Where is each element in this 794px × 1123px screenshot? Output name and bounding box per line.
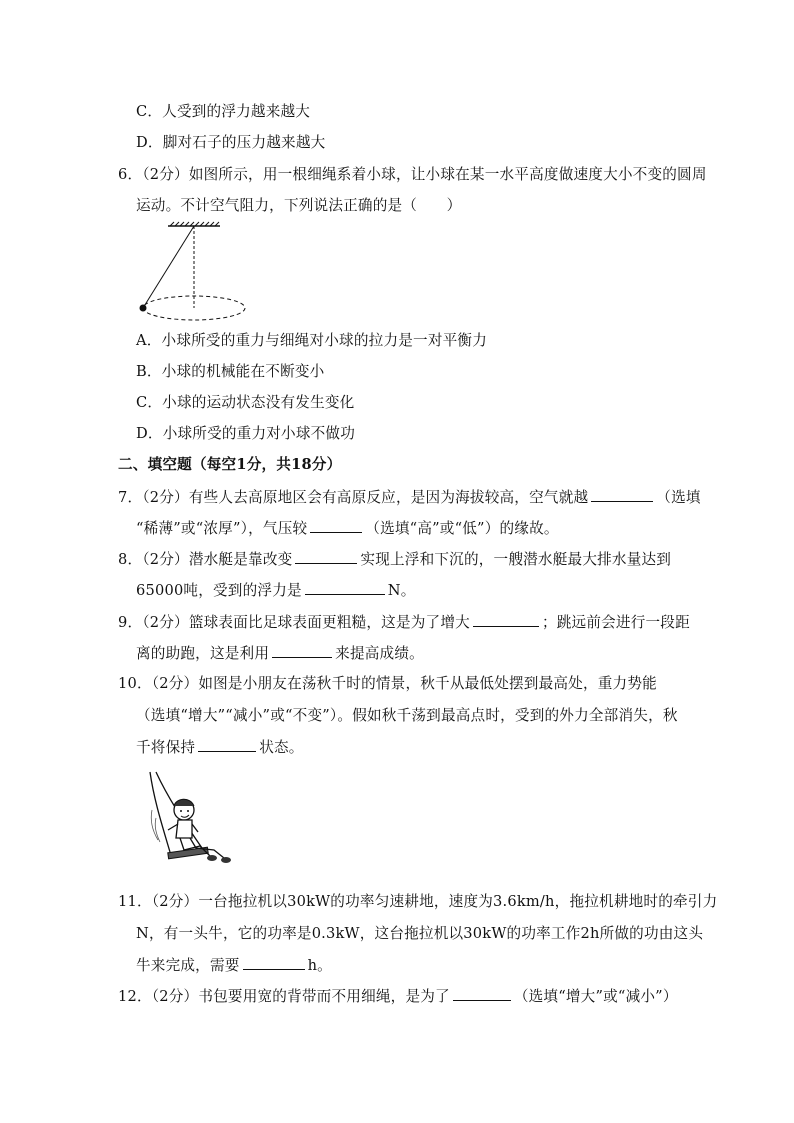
q9-text-a: 9．（2分）篮球表面比足球表面更粗糙，这是为了增大	[118, 614, 470, 631]
question-9-line2	[136, 643, 424, 664]
swing-child-figure	[140, 770, 235, 870]
option-c-q6: C．小球的运动状态没有发生变化	[136, 394, 355, 411]
question-8-line2	[136, 580, 416, 601]
blank	[295, 549, 357, 564]
q12-text-b: （选填“增大”或“减小”）	[513, 988, 678, 1005]
blank	[305, 580, 385, 595]
q8-text-b: 实现上浮和下沉的，一艘潜水艇最大排水量达到	[360, 551, 672, 568]
option-d-q5: D．脚对石子的压力越来越大	[136, 134, 326, 151]
blank	[310, 518, 362, 533]
q11-text-a: 牛来完成，需要	[136, 957, 240, 974]
blank	[591, 487, 653, 502]
q9-text-c: 离的助跑，这是利用	[136, 645, 270, 662]
q7-text-b: （选填	[656, 489, 701, 506]
question-10-line3	[136, 737, 304, 758]
blank	[198, 737, 256, 752]
question-10-line1: 10．（2分）如图是小朋友在荡秋千时的情景，秋千从最低处摆到最高处，重力势能	[118, 675, 657, 692]
question-12-line1	[118, 986, 678, 1007]
blank	[272, 643, 332, 658]
option-c-q5: C．人受到的浮力越来越大	[136, 103, 311, 120]
question-10-line2: （选填“增大”“减小”或“不变”）。假如秋千荡到最高点时，受到的外力全部消失，秋	[136, 707, 678, 724]
blank	[473, 612, 539, 627]
q12-text-a: 12．（2分）书包要用宽的背带而不用细绳，是为了	[118, 988, 450, 1005]
question-6-line1: 6．（2分）如图所示，用一根细绳系着小球，让小球在某一水平高度做速度大小不变的圆周	[118, 166, 707, 183]
question-11-line1: 11．（2分）一台拖拉机以30kW的功率匀速耕地，速度为3.6km/h，拖拉机耕地时的牵引力	[118, 893, 718, 910]
q8-text-d: N。	[387, 582, 416, 599]
question-6-line2: 运动。不计空气阻力，下列说法正确的是（ ）	[136, 197, 462, 214]
q7-text-a: 7．（2分）有些人去高原地区会有高原反应，是因为海拔较高，空气就越	[118, 489, 589, 506]
q10-text-a: 千将保持	[136, 739, 196, 756]
q10-text-b: 状态。	[259, 739, 304, 756]
q7-text-d: （选填“高”或“低”）的缘故。	[365, 520, 559, 537]
q9-text-d: 来提高成绩。	[335, 645, 424, 662]
blank	[453, 986, 511, 1001]
q8-text-c: 65000吨，受到的浮力是	[136, 582, 302, 599]
q11-text-b: h。	[307, 957, 332, 974]
blank	[243, 955, 305, 970]
q7-text-c: “稀薄”或“浓厚”），气压较	[136, 520, 308, 537]
option-a-q6: A．小球所受的重力与细绳对小球的拉力是一对平衡力	[136, 332, 487, 349]
q8-text-a: 8．（2分）潜水艇是靠改变	[118, 551, 293, 568]
question-7-line2	[136, 518, 559, 539]
pendulum-figure	[130, 222, 270, 327]
q9-text-b: ；跳远前会进行一段距	[541, 614, 690, 631]
question-11-line3	[136, 955, 332, 976]
question-11-line2: N，有一头牛，它的功率是0.3kW，这台拖拉机以30kW的功率工作2h所做的功由这头	[136, 925, 704, 942]
question-9-line1	[118, 612, 690, 633]
question-8-line1	[118, 549, 671, 570]
section-title: 二、填空题（每空1分，共18分）	[118, 456, 342, 473]
option-d-q6: D．小球所受的重力对小球不做功	[136, 425, 356, 442]
question-7-line1	[118, 487, 701, 508]
option-b-q6: B．小球的机械能在不断变小	[136, 363, 325, 380]
